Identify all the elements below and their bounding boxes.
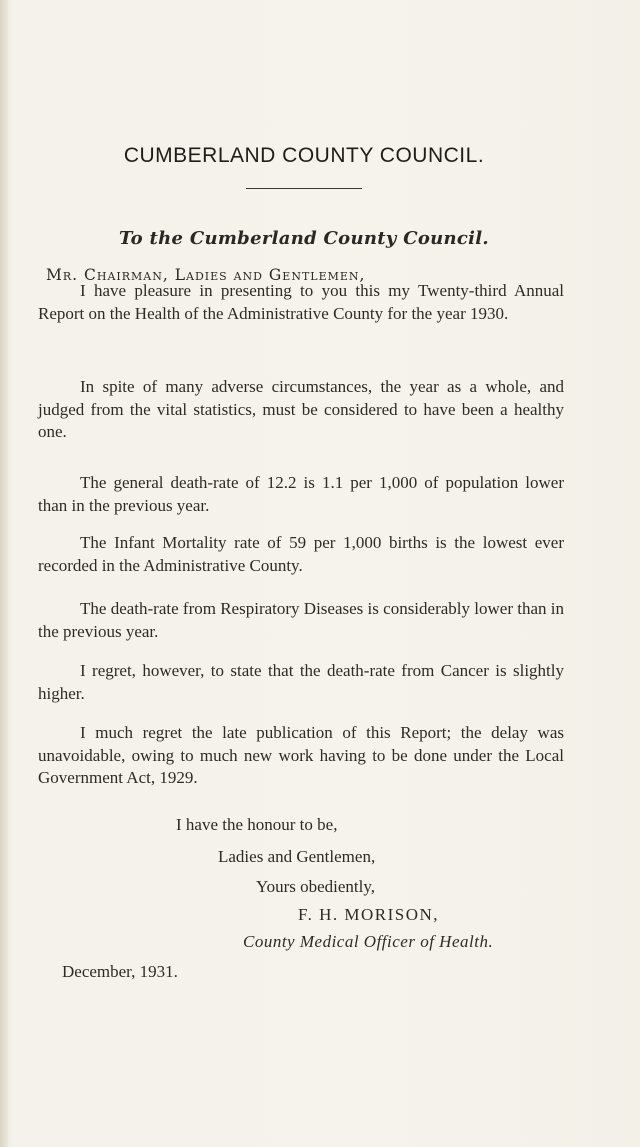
closing-honour: I have the honour to be, <box>176 815 338 834</box>
closing-ladies: Ladies and Gentlemen, <box>218 847 376 866</box>
council-heading: CUMBERLAND COUNTY COUNCIL. <box>123 144 485 167</box>
binding-gutter <box>0 0 8 1147</box>
paragraph-report-intro: I have pleasure in presenting to you this my Twenty-third Annual Report on the Health of the Administrative County for the year 1930. <box>38 281 564 323</box>
signatory-title: County Medical Officer of Health. <box>243 932 494 951</box>
closing-yours: Yours obediently, <box>256 877 376 896</box>
paragraph-healthy-year: In spite of many adverse circumstances, the year as a whole, and judged from the vital statistics, must be considered to have been a healthy one. <box>38 377 564 441</box>
report-date: December, 1931. <box>62 962 178 981</box>
salutation: Mr. Chairman, Ladies and Gentlemen, <box>46 266 366 284</box>
address-line: To the Cumberland County Council. <box>119 228 489 249</box>
signatory-name: F. H. MORISON, <box>298 905 440 924</box>
paragraph-cancer: I regret, however, to state that the death-rate from Cancer is slightly higher. <box>38 661 564 703</box>
paragraph-infant-mortality: The Infant Mortality rate of 59 per 1,000 births is the lowest ever recorded in the Administrative County. <box>38 533 564 575</box>
heading-rule <box>246 188 362 189</box>
paragraph-late-publication: I much regret the late publication of this Report; the delay was unavoidable, owing to much new work having to be done under the Local Government Act, 1929. <box>38 723 564 787</box>
paragraph-respiratory: The death-rate from Respiratory Diseases is considerably lower than in the previous year. <box>38 599 564 641</box>
paragraph-death-rate: The general death-rate of 12.2 is 1.1 per 1,000 of population lower than in the previous year. <box>38 473 564 515</box>
